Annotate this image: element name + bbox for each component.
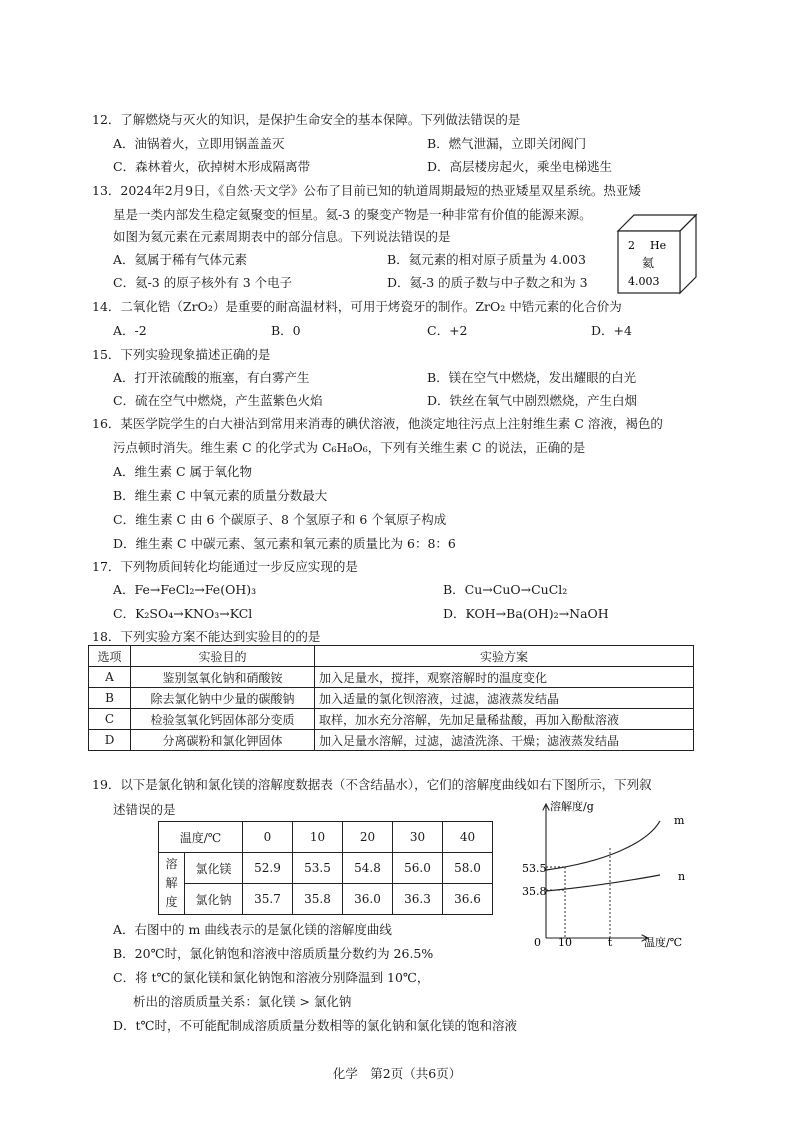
curve-m [546, 821, 660, 870]
q14-stem: 14．二氧化锆（ZrO₂）是重要的耐高温材料，可用于烤瓷牙的制作。ZrO₂ 中锆元素的化合价为 [92, 299, 622, 314]
table-cell: 54.8 [343, 853, 393, 884]
x-tick-t: t [607, 936, 613, 949]
y-axis-label: 溶解度/g [550, 800, 594, 813]
table-cell: 检验氢氧化钙固体部分变质 [131, 709, 315, 730]
q12-option-d: D．高层楼房起火，乘坐电梯逃生 [427, 159, 613, 174]
table-cell: C [89, 709, 131, 730]
q13-option-d: D．氦-3 的质子数与中子数之和为 3 [387, 275, 588, 290]
table-row [89, 688, 694, 709]
table-header-row [159, 822, 493, 853]
solubility-chart [520, 796, 700, 956]
table-cell: 分离碳粉和氯化钾固体 [131, 730, 315, 751]
q19-stem-line2: 述错误的是 [113, 802, 176, 817]
curve-m-label: m [674, 814, 685, 827]
q13-option-b: B．氦元素的相对原子质量为 4.003 [387, 252, 586, 267]
q15-option-c: C．硫在空气中燃烧，产生蓝紫色火焰 [113, 393, 323, 408]
temp-cell: 10 [293, 822, 343, 853]
q17-option-a: A．Fe→FeCl₂→Fe(OH)₃ [113, 582, 257, 597]
solubility-side-label: 溶 解 度 [159, 853, 185, 915]
q17-option-d: D．KOH→Ba(OH)₂→NaOH [443, 606, 609, 621]
q13-option-c: C．氦-3 的原子核外有 3 个电子 [113, 275, 293, 290]
q18-stem: 18．下列实验方案不能达到实验目的的是 [92, 629, 321, 644]
row-name: 氯化钠 [185, 884, 243, 915]
table-cell: 35.7 [243, 884, 293, 915]
table-cell: 36.3 [393, 884, 443, 915]
q13-option-a: A．氦属于稀有气体元素 [113, 252, 248, 267]
q16-option-c: C．维生素 C 由 6 个碳原子、8 个氢原子和 6 个氧原子构成 [113, 512, 447, 527]
table-cell: B [89, 688, 131, 709]
q17-stem: 17．下列物质间转化均能通过一步反应实现的是 [92, 559, 358, 574]
q16-stem-line2: 污点顿时消失。维生素 C 的化学式为 C₆H₈O₆，下列有关维生素 C 的说法，正确的是 [113, 440, 586, 455]
q18-table [88, 645, 694, 751]
curve-n [546, 875, 660, 891]
y-tick-53-5: 53.5 [522, 862, 547, 875]
q19-option-a: A．右图中的 m 曲线表示的是氯化镁的溶解度曲线 [113, 922, 392, 937]
curve-n-label: n [678, 870, 686, 883]
q14-option-d: D．+4 [591, 323, 632, 338]
q14-option-a: A．-2 [113, 323, 147, 338]
q16-option-d: D．维生素 C 中碳元素、氢元素和氧元素的质量比为 6：8：6 [113, 536, 456, 551]
header-cell: 实验目的 [131, 646, 315, 667]
table-cell: 52.9 [243, 853, 293, 884]
table-cell: D [89, 730, 131, 751]
table-cell: 加入足量水，搅拌，观察溶解时的温度变化 [315, 667, 694, 688]
q16-stem-line1: 16．某医学院学生的白大褂沾到常用来消毒的碘伏溶液，他淡定地往污点上注射维生素 C 溶液，褐色的 [92, 416, 663, 431]
table-cell: 56.0 [393, 853, 443, 884]
table-cell: 加入适量的氯化钡溶液，过滤，滤液蒸发结晶 [315, 688, 694, 709]
row-name: 氯化镁 [185, 853, 243, 884]
q19-option-c-line1: C．将 t℃的氯化镁和氯化钠饱和溶液分别降温到 10℃， [113, 970, 430, 985]
q12-option-c: C．森林着火，砍掉树木形成隔离带 [113, 159, 311, 174]
q12-option-a: A．油锅着火，立即用锅盖盖灭 [113, 136, 285, 151]
table-cell: 36.0 [343, 884, 393, 915]
table-row [89, 709, 694, 730]
q19-option-d: D．t℃时，不可能配制成溶质质量分数相等的氯化钠和氯化镁的饱和溶液 [113, 1018, 518, 1033]
q14-option-c: C．+2 [427, 323, 468, 338]
table-cell: 58.0 [443, 853, 493, 884]
q13-stem-line3: 如图为氦元素在元素周期表中的部分信息。下列说法错误的是 [113, 229, 451, 244]
q19-stem-line1: 19．以下是氯化钠和氯化镁的溶解度数据表（不含结晶水），它们的溶解度曲线如右下图所示，下列叙 [92, 777, 652, 792]
header-cell: 实验方案 [315, 646, 694, 667]
q16-option-a: A．维生素 C 属于氧化物 [113, 464, 253, 479]
table-cell: 加入足量水溶解，过滤，滤渣洗涤、干燥；滤液蒸发结晶 [315, 730, 694, 751]
element-number: 2 [628, 239, 635, 252]
q17-option-b: B．Cu→CuO→CuCl₂ [443, 582, 568, 597]
table-cell: 除去氯化钠中少量的碳酸钠 [131, 688, 315, 709]
temp-cell: 40 [443, 822, 493, 853]
q12-stem: 12．了解燃烧与灭火的知识，是保护生命安全的基本保障。下列做法错误的是 [92, 112, 521, 127]
q13-stem-line2: 星是一类内部发生稳定氦聚变的恒星。氦-3 的聚变产物是一种非常有价值的能源来源。 [113, 207, 592, 222]
y-tick-35-8: 35.8 [522, 885, 547, 898]
header-cell: 选项 [89, 646, 131, 667]
periodic-element-cell [616, 213, 698, 295]
table-header-row [89, 646, 694, 667]
table-cell: 35.8 [293, 884, 343, 915]
element-mass: 4.003 [628, 275, 660, 288]
q15-option-b: B．镁在空气中燃烧，发出耀眼的白光 [427, 370, 637, 385]
page-footer: 化学 第2页（共6页） [332, 1066, 462, 1081]
x-tick-10: 10 [558, 936, 572, 949]
temp-cell: 0 [243, 822, 293, 853]
table-cell: A [89, 667, 131, 688]
q16-option-b: B．维生素 C 中氧元素的质量分数最大 [113, 488, 328, 503]
q15-option-d: D．铁丝在氧气中剧烈燃烧，产生白烟 [427, 393, 638, 408]
table-row [159, 853, 493, 884]
table-row [89, 667, 694, 688]
table-row [159, 884, 493, 915]
q19-option-b: B．20℃时，氯化钠饱和溶液中溶质质量分数约为 26.5% [113, 946, 434, 961]
temp-cell: 30 [393, 822, 443, 853]
table-cell: 取样，加水充分溶解，先加足量稀盐酸，再加入酚酞溶液 [315, 709, 694, 730]
q15-option-a: A．打开浓硫酸的瓶塞，有白雾产生 [113, 370, 310, 385]
table-cell: 36.6 [443, 884, 493, 915]
temp-cell: 20 [343, 822, 393, 853]
q12-option-b: B．燃气泄漏，立即关闭阀门 [427, 136, 587, 151]
temp-label: 温度/℃ [159, 822, 243, 853]
q19-solubility-table [158, 821, 493, 915]
q13-stem-line1: 13．2024年2月9日，《自然·天文学》公布了目前已知的轨道周期最短的热亚矮星双星系统。热亚矮 [92, 183, 641, 198]
q14-option-b: B．0 [271, 323, 301, 338]
x-axis-label: 温度/℃ [644, 936, 683, 949]
element-symbol: He [650, 239, 667, 252]
q19-option-c-line2: 析出的溶质质量关系：氯化镁 > 氯化钠 [133, 994, 352, 1009]
table-cell: 53.5 [293, 853, 343, 884]
q15-stem: 15．下列实验现象描述正确的是 [92, 347, 271, 362]
table-cell: 鉴别氢氧化钠和硝酸铵 [131, 667, 315, 688]
q17-option-c: C．K₂SO₄→KNO₃→KCl [113, 606, 253, 621]
table-row [89, 730, 694, 751]
element-name: 氦 [642, 256, 655, 270]
x-tick-0: 0 [534, 936, 541, 949]
